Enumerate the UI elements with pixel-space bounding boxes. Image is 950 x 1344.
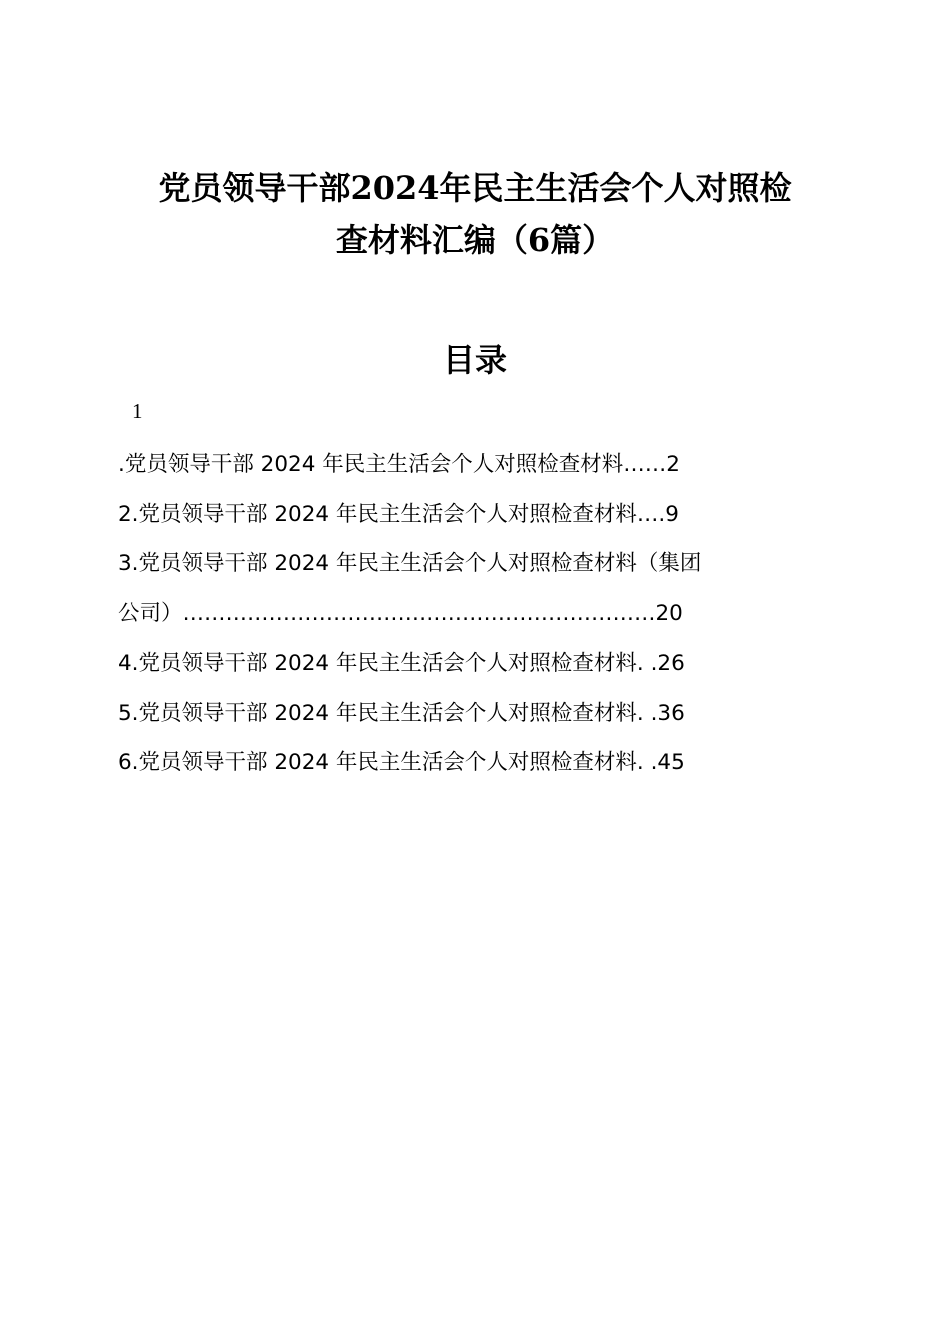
- toc-entry-3-continued[interactable]: 公司）…………………………………………………………20: [118, 601, 683, 627]
- toc-entry-1[interactable]: .党员领导干部 2024 年民主生活会个人对照检查材料……2: [118, 452, 680, 477]
- toc-entry-3[interactable]: 3.党员领导干部 2024 年民主生活会个人对照检查材料（集团: [118, 551, 702, 577]
- document-title: [0, 162, 950, 266]
- toc-entry-2[interactable]: 2.党员领导干部 2024 年民主生活会个人对照检查材料….9: [118, 501, 679, 527]
- toc-entry-5[interactable]: 5.党员领导干部 2024 年民主生活会个人对照检查材料. .36: [118, 700, 685, 726]
- document-title-line-2: 查材料汇编（6篇）: [335, 221, 615, 259]
- toc-heading: 目录: [442, 341, 507, 379]
- toc-entry-6[interactable]: 6.党员领导干部 2024 年民主生活会个人对照检查材料. .45: [118, 750, 685, 776]
- document-title-line-1: 党员领导干部2024年民主生活会个人对照检: [158, 169, 792, 207]
- toc-entry-4[interactable]: 4.党员领导干部 2024 年民主生活会个人对照检查材料. .26: [118, 650, 685, 676]
- table-of-contents: [118, 440, 838, 788]
- toc-stray-number: 1: [132, 399, 143, 423]
